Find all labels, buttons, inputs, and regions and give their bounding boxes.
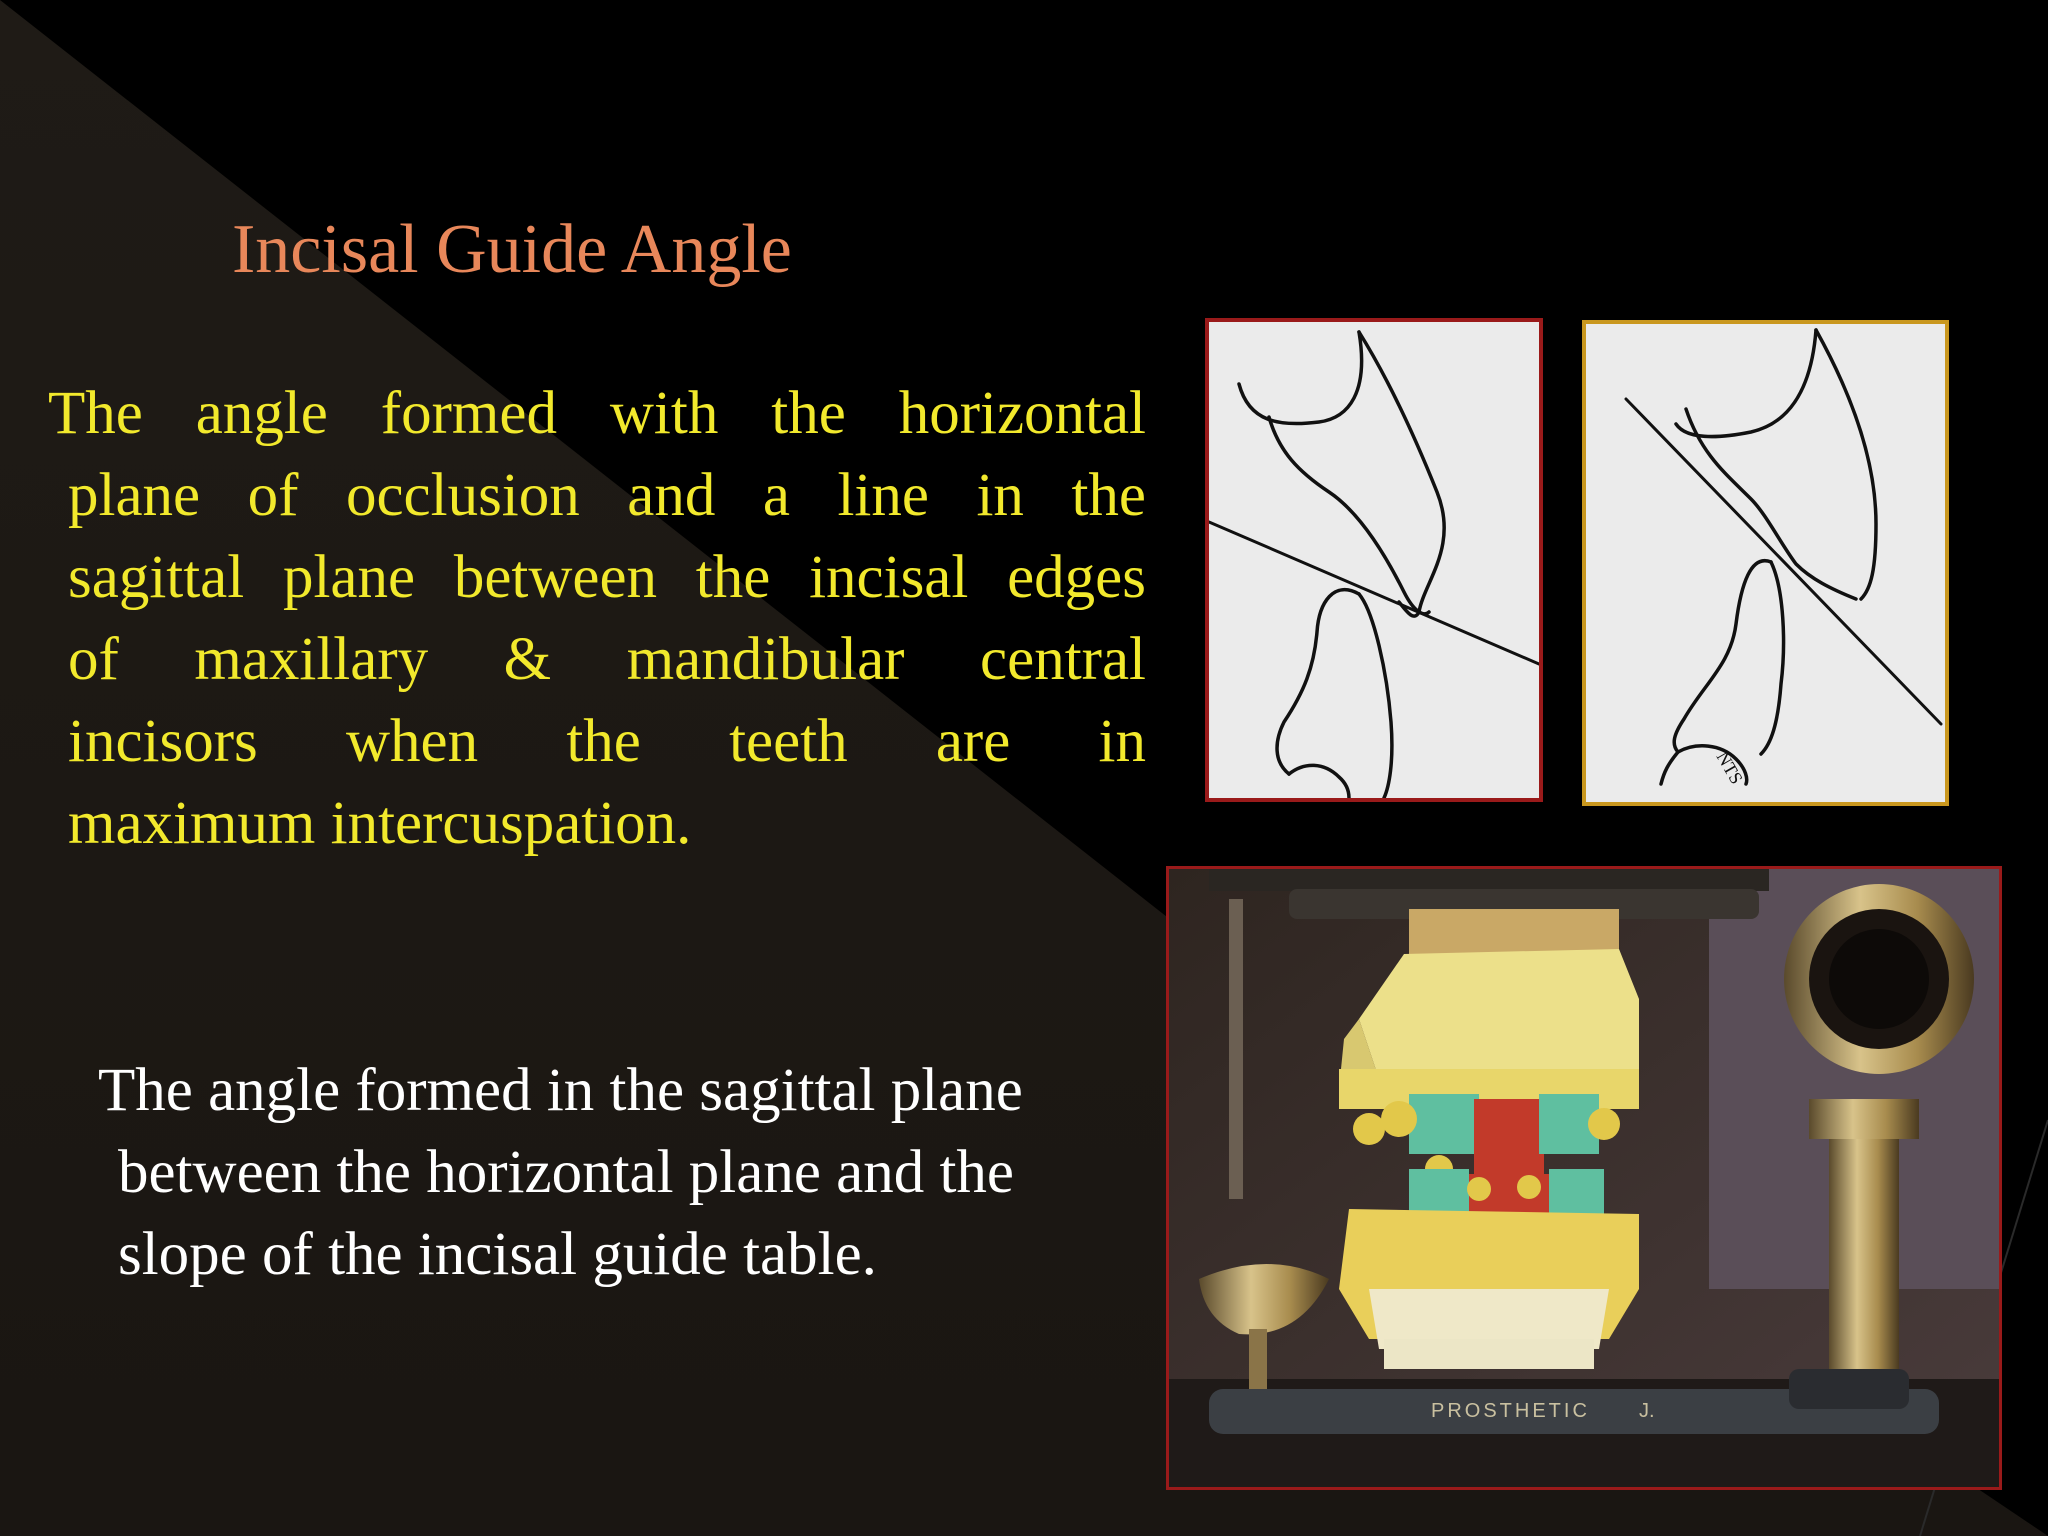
slide-title: Incisal Guide Angle bbox=[232, 211, 792, 288]
articulator-brand-suffix: J. bbox=[1639, 1400, 1655, 1422]
definition-2-line: slope of the incisal guide table. bbox=[118, 1221, 877, 1288]
definition-1-line: of maxillary & mandibular central bbox=[68, 626, 1146, 693]
definition-1-line: sagittal plane between the incisal edges bbox=[68, 544, 1146, 611]
definition-1-line: The angle formed with the horizontal bbox=[48, 380, 1146, 447]
definition-2-line: The angle formed in the sagittal plane bbox=[98, 1057, 1023, 1124]
incisor-outline-drawing bbox=[1209, 322, 1539, 798]
definition-incisal-guide-angle bbox=[48, 373, 1146, 865]
definition-incisal-guide-table-angle bbox=[98, 1050, 1138, 1296]
articulator-brand-label: PROSTHETIC bbox=[1431, 1400, 1590, 1422]
incisor-diagram-shallow bbox=[1205, 318, 1543, 802]
figure-signature: NTS bbox=[1712, 748, 1747, 788]
definition-1-line: maximum intercuspation. bbox=[68, 790, 692, 857]
definition-1-line: plane of occlusion and a line in the bbox=[68, 462, 1146, 529]
articulator-illustration bbox=[1169, 869, 1999, 1487]
definition-2-line: between the horizontal plane and the bbox=[118, 1139, 1014, 1206]
incisor-diagram-steep bbox=[1582, 320, 1949, 806]
articulator-photo bbox=[1166, 866, 2002, 1490]
incisor-outline-drawing bbox=[1586, 324, 1945, 802]
definition-1-line: incisors when the teeth are in bbox=[68, 708, 1146, 775]
